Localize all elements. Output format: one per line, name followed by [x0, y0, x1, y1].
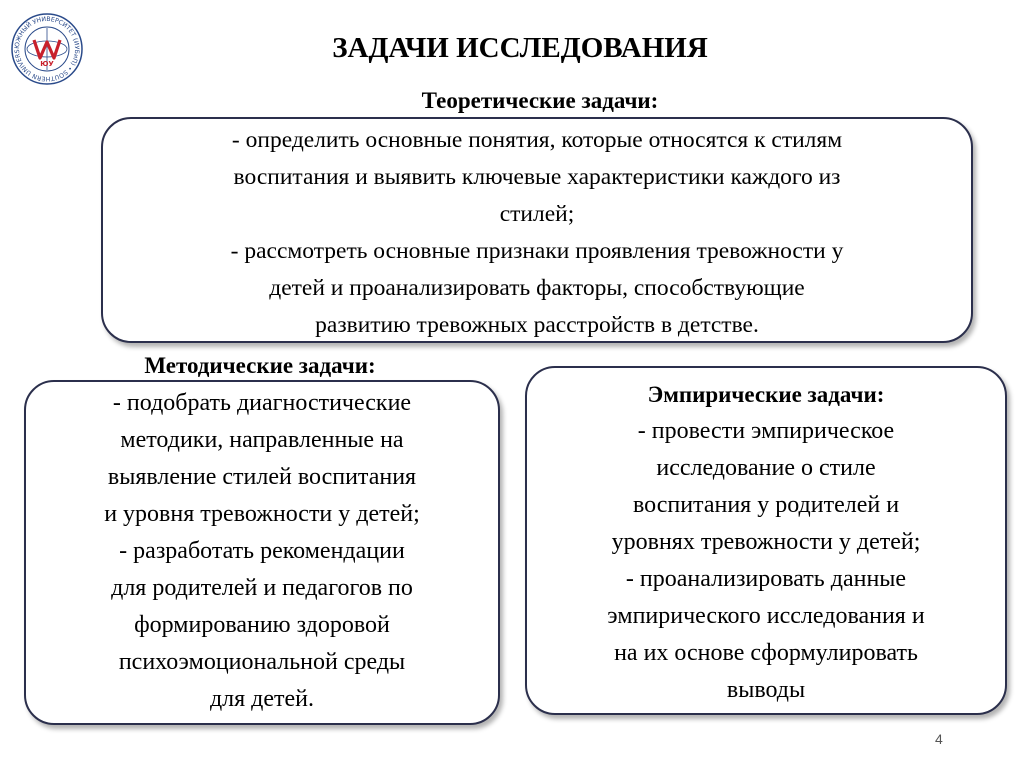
methodical-line: для родителей и педагогов по: [111, 575, 413, 601]
methodical-line: методики, направленные на: [120, 427, 404, 453]
methodical-line: психоэмоциональной среды: [118, 649, 406, 675]
empirical-line: уровнях тревожности у детей;: [611, 529, 921, 555]
theoretical-line: стилей;: [499, 201, 575, 227]
theoretical-line: - рассмотреть основные признаки проявления тревожности у: [230, 238, 844, 264]
methodical-line: - подобрать диагностические: [112, 390, 412, 416]
empirical-line: - проанализировать данные: [625, 566, 907, 592]
empirical-line: эмпирического исследования и: [607, 603, 925, 629]
methodical-line: формированию здоровой: [134, 612, 390, 638]
empirical-line: воспитания у родителей и: [632, 492, 900, 518]
empirical-text: [525, 376, 1007, 709]
logo-ring-text: ЮЖНЫЙ УНИВЕРСИТЕТ (ИУБиП) • SOUTHERN UNIVERS: [13, 15, 81, 83]
theoretical-heading: Теоретические задачи:: [421, 88, 659, 113]
empirical-heading: Эмпирические задачи:: [647, 382, 885, 407]
theoretical-text: [101, 122, 973, 344]
empirical-line: выводы: [726, 677, 806, 703]
methodical-line: - разработать рекомендации: [119, 538, 405, 564]
empirical-line: - провести эмпирическое: [637, 418, 895, 444]
logo-monogram: ЮУ: [40, 60, 54, 68]
university-logo: [10, 12, 84, 86]
empirical-line: исследование о стиле: [656, 455, 876, 481]
theoretical-line: - определить основные понятия, которые относятся к стилям: [231, 127, 843, 153]
methodical-text: [24, 385, 500, 718]
methodical-line: для детей.: [209, 686, 315, 712]
theoretical-line: развитию тревожных расстройств в детстве.: [315, 312, 759, 338]
page-number: 4: [935, 731, 943, 747]
empirical-line: на их основе сформулировать: [614, 640, 918, 666]
methodical-heading: Методические задачи:: [144, 353, 376, 378]
page-title: ЗАДАЧИ ИССЛЕДОВАНИЯ: [332, 32, 708, 64]
theoretical-line: детей и проанализировать факторы, способствующие: [269, 275, 805, 301]
theoretical-line: воспитания и выявить ключевые характеристики каждого из: [233, 164, 841, 190]
methodical-line: выявление стилей воспитания: [107, 464, 417, 490]
methodical-line: и уровня тревожности у детей;: [104, 501, 420, 527]
